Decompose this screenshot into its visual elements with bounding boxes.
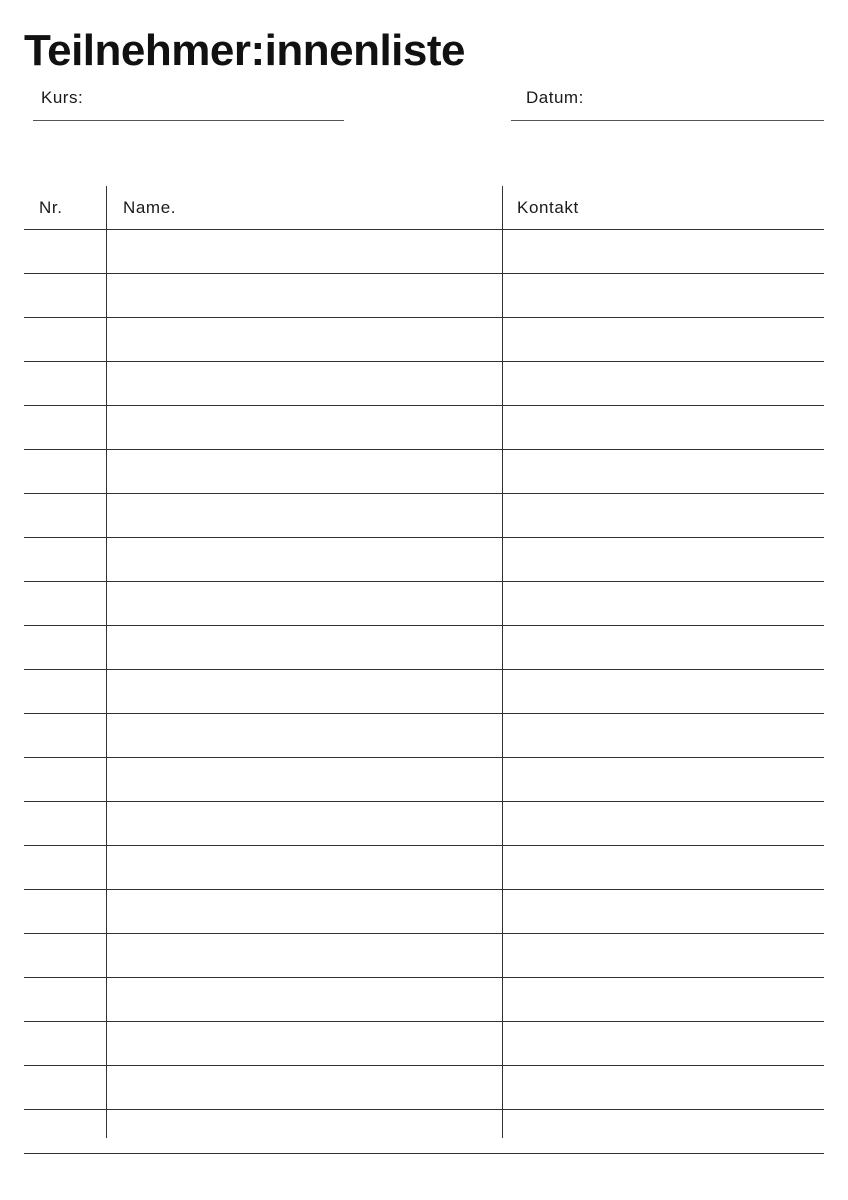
kurs-field[interactable] xyxy=(33,86,344,121)
table-row xyxy=(24,1066,824,1110)
cell-name[interactable] xyxy=(107,230,502,273)
cell-name[interactable] xyxy=(107,1110,502,1153)
participant-table xyxy=(24,186,824,1138)
cell-kontakt[interactable] xyxy=(503,582,824,625)
cell-kontakt[interactable] xyxy=(503,1066,824,1109)
kurs-label: Kurs: xyxy=(41,88,84,107)
cell-kontakt[interactable] xyxy=(503,714,824,757)
cell-kontakt[interactable] xyxy=(503,538,824,581)
table-row xyxy=(24,758,824,802)
cell-nr[interactable] xyxy=(24,1022,106,1065)
cell-name[interactable] xyxy=(107,1066,502,1109)
header-nr: Nr. xyxy=(39,198,63,217)
datum-label: Datum: xyxy=(526,88,584,107)
table-row xyxy=(24,450,824,494)
cell-name[interactable] xyxy=(107,450,502,493)
table-row xyxy=(24,1110,824,1154)
table-row xyxy=(24,626,824,670)
cell-nr[interactable] xyxy=(24,1110,106,1153)
cell-kontakt[interactable] xyxy=(503,362,824,405)
table-row xyxy=(24,406,824,450)
cell-name[interactable] xyxy=(107,890,502,933)
cell-name[interactable] xyxy=(107,934,502,977)
cell-name[interactable] xyxy=(107,318,502,361)
table-row xyxy=(24,846,824,890)
cell-nr[interactable] xyxy=(24,1066,106,1109)
page-title: Teilnehmer:innenliste xyxy=(24,26,465,75)
column-divider-nr xyxy=(106,186,107,1138)
cell-nr[interactable] xyxy=(24,494,106,537)
cell-kontakt[interactable] xyxy=(503,274,824,317)
cell-name[interactable] xyxy=(107,494,502,537)
cell-name[interactable] xyxy=(107,274,502,317)
cell-nr[interactable] xyxy=(24,230,106,273)
cell-name[interactable] xyxy=(107,802,502,845)
table-row xyxy=(24,978,824,1022)
cell-nr[interactable] xyxy=(24,450,106,493)
cell-kontakt[interactable] xyxy=(503,670,824,713)
cell-kontakt[interactable] xyxy=(503,758,824,801)
header-name: Name. xyxy=(123,198,177,217)
cell-nr[interactable] xyxy=(24,274,106,317)
table-row xyxy=(24,318,824,362)
cell-kontakt[interactable] xyxy=(503,494,824,537)
cell-kontakt[interactable] xyxy=(503,846,824,889)
cell-kontakt[interactable] xyxy=(503,230,824,273)
table-row xyxy=(24,274,824,318)
column-divider-kontakt xyxy=(502,186,503,1138)
cell-nr[interactable] xyxy=(24,758,106,801)
cell-nr[interactable] xyxy=(24,714,106,757)
table-row xyxy=(24,230,824,274)
table-row xyxy=(24,714,824,758)
cell-name[interactable] xyxy=(107,714,502,757)
table-row xyxy=(24,934,824,978)
cell-nr[interactable] xyxy=(24,890,106,933)
cell-name[interactable] xyxy=(107,1022,502,1065)
cell-kontakt[interactable] xyxy=(503,978,824,1021)
table-row xyxy=(24,802,824,846)
table-body xyxy=(24,230,824,1154)
cell-name[interactable] xyxy=(107,538,502,581)
table-row xyxy=(24,582,824,626)
datum-field[interactable] xyxy=(511,86,824,121)
cell-nr[interactable] xyxy=(24,318,106,361)
cell-kontakt[interactable] xyxy=(503,406,824,449)
cell-kontakt[interactable] xyxy=(503,802,824,845)
cell-name[interactable] xyxy=(107,670,502,713)
table-header xyxy=(24,186,824,230)
cell-kontakt[interactable] xyxy=(503,450,824,493)
cell-kontakt[interactable] xyxy=(503,318,824,361)
cell-name[interactable] xyxy=(107,626,502,669)
cell-nr[interactable] xyxy=(24,538,106,581)
cell-nr[interactable] xyxy=(24,406,106,449)
cell-kontakt[interactable] xyxy=(503,1022,824,1065)
table-row xyxy=(24,890,824,934)
cell-nr[interactable] xyxy=(24,802,106,845)
cell-nr[interactable] xyxy=(24,626,106,669)
table-row xyxy=(24,670,824,714)
cell-kontakt[interactable] xyxy=(503,934,824,977)
header-kontakt: Kontakt xyxy=(517,198,579,217)
cell-kontakt[interactable] xyxy=(503,890,824,933)
table-row xyxy=(24,494,824,538)
cell-name[interactable] xyxy=(107,406,502,449)
cell-kontakt[interactable] xyxy=(503,626,824,669)
cell-nr[interactable] xyxy=(24,978,106,1021)
cell-name[interactable] xyxy=(107,362,502,405)
cell-name[interactable] xyxy=(107,978,502,1021)
cell-name[interactable] xyxy=(107,582,502,625)
cell-nr[interactable] xyxy=(24,670,106,713)
cell-nr[interactable] xyxy=(24,846,106,889)
table-row xyxy=(24,1022,824,1066)
cell-nr[interactable] xyxy=(24,362,106,405)
cell-name[interactable] xyxy=(107,846,502,889)
cell-kontakt[interactable] xyxy=(503,1110,824,1153)
cell-nr[interactable] xyxy=(24,582,106,625)
table-row xyxy=(24,362,824,406)
cell-nr[interactable] xyxy=(24,934,106,977)
table-row xyxy=(24,538,824,582)
cell-name[interactable] xyxy=(107,758,502,801)
